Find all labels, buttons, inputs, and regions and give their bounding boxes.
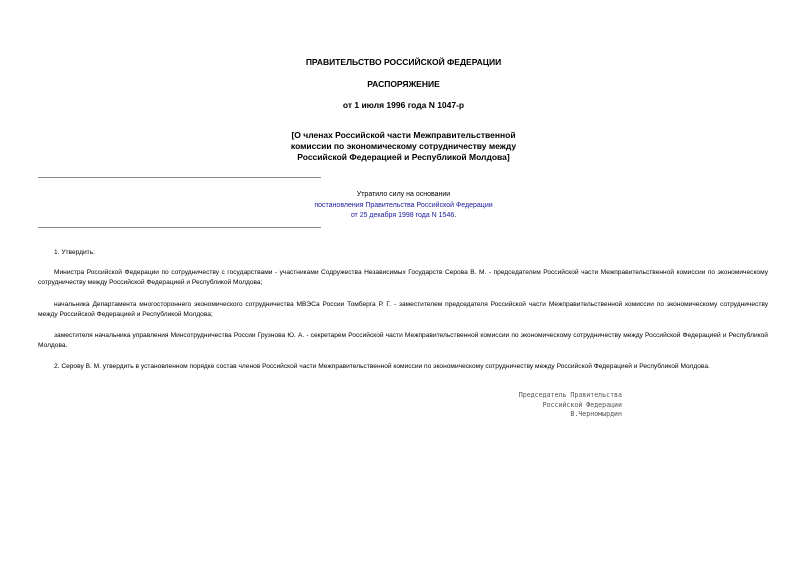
document-date-number: от 1 июля 1996 года N 1047-р xyxy=(342,100,465,110)
paragraph-chairman xyxy=(38,268,768,288)
repeal-link-line-2-wrapper xyxy=(0,211,807,222)
paragraph-deputy-chairman-text: начальника Департамента многостороннего экономического сотрудничества МВЭСа России Томберга Р. Г. - заместителем председателя Российской части Межправительственной комиссии по экономическому сотрудничеству между Российской Федерацией и Республикой Молдова; xyxy=(38,301,768,318)
signature-block xyxy=(519,391,622,420)
signature-country: Российской Федерации xyxy=(542,400,622,409)
paragraph-chairman-text: Министра Российской Федерации по сотрудничеству с государствами - участниками Содружества Независимых Государств Серова В. М. - председателем Российской части Межправительственной комиссии по экономическому сотрудничеству между Российской Федерацией и Республикой Молдова; xyxy=(38,269,768,286)
paragraph-approve-text: 1. Утвердить: xyxy=(54,249,95,256)
subject-line-2: комиссии по экономическому сотрудничеству между xyxy=(290,141,517,151)
subject-line-3: Российской Федерацией и Республикой Молдова] xyxy=(297,152,510,162)
status-note xyxy=(0,190,807,222)
repeal-link-line-1[interactable]: постановления Правительства Российской Федерации xyxy=(314,201,493,209)
subject-line-1: [О членах Российской части Межправительственной xyxy=(291,130,516,140)
government-heading: ПРАВИТЕЛЬСТВО РОССИЙСКОЙ ФЕДЕРАЦИИ xyxy=(305,57,502,67)
paragraph-deputy-chairman xyxy=(38,300,768,320)
repeal-link-line-2[interactable]: от 25 декабря 1998 года N 1546 xyxy=(350,212,455,219)
paragraph-approve xyxy=(38,248,768,258)
divider-bottom xyxy=(38,227,321,228)
status-note-text: Утратило силу на основании xyxy=(356,191,451,198)
paragraph-composition-text: 2. Серову В. М. утвердить в установленном порядке состав членов Российской части Межправительственной комиссии по экономическому сотрудничеству между Российской Федерацией и Республикой Молдова. xyxy=(54,363,710,370)
signature-title: Председатель Правительства xyxy=(518,391,622,399)
document-subject xyxy=(0,130,807,163)
paragraph-secretary-text: заместителя начальника управления Минсотрудничества России Грузнова Ю. А. - секретарем Российской части Межправительственной комиссии по экономическому сотрудничеству между Российской Федерацией и Республикой Молдова. xyxy=(38,332,768,349)
status-note-period: . xyxy=(454,212,457,219)
paragraph-secretary xyxy=(38,331,768,351)
divider-top xyxy=(38,177,321,178)
paragraph-composition xyxy=(38,362,768,372)
signature-name: В.Черномырдин xyxy=(570,410,622,418)
document-type-heading: РАСПОРЯЖЕНИЕ xyxy=(367,79,440,89)
